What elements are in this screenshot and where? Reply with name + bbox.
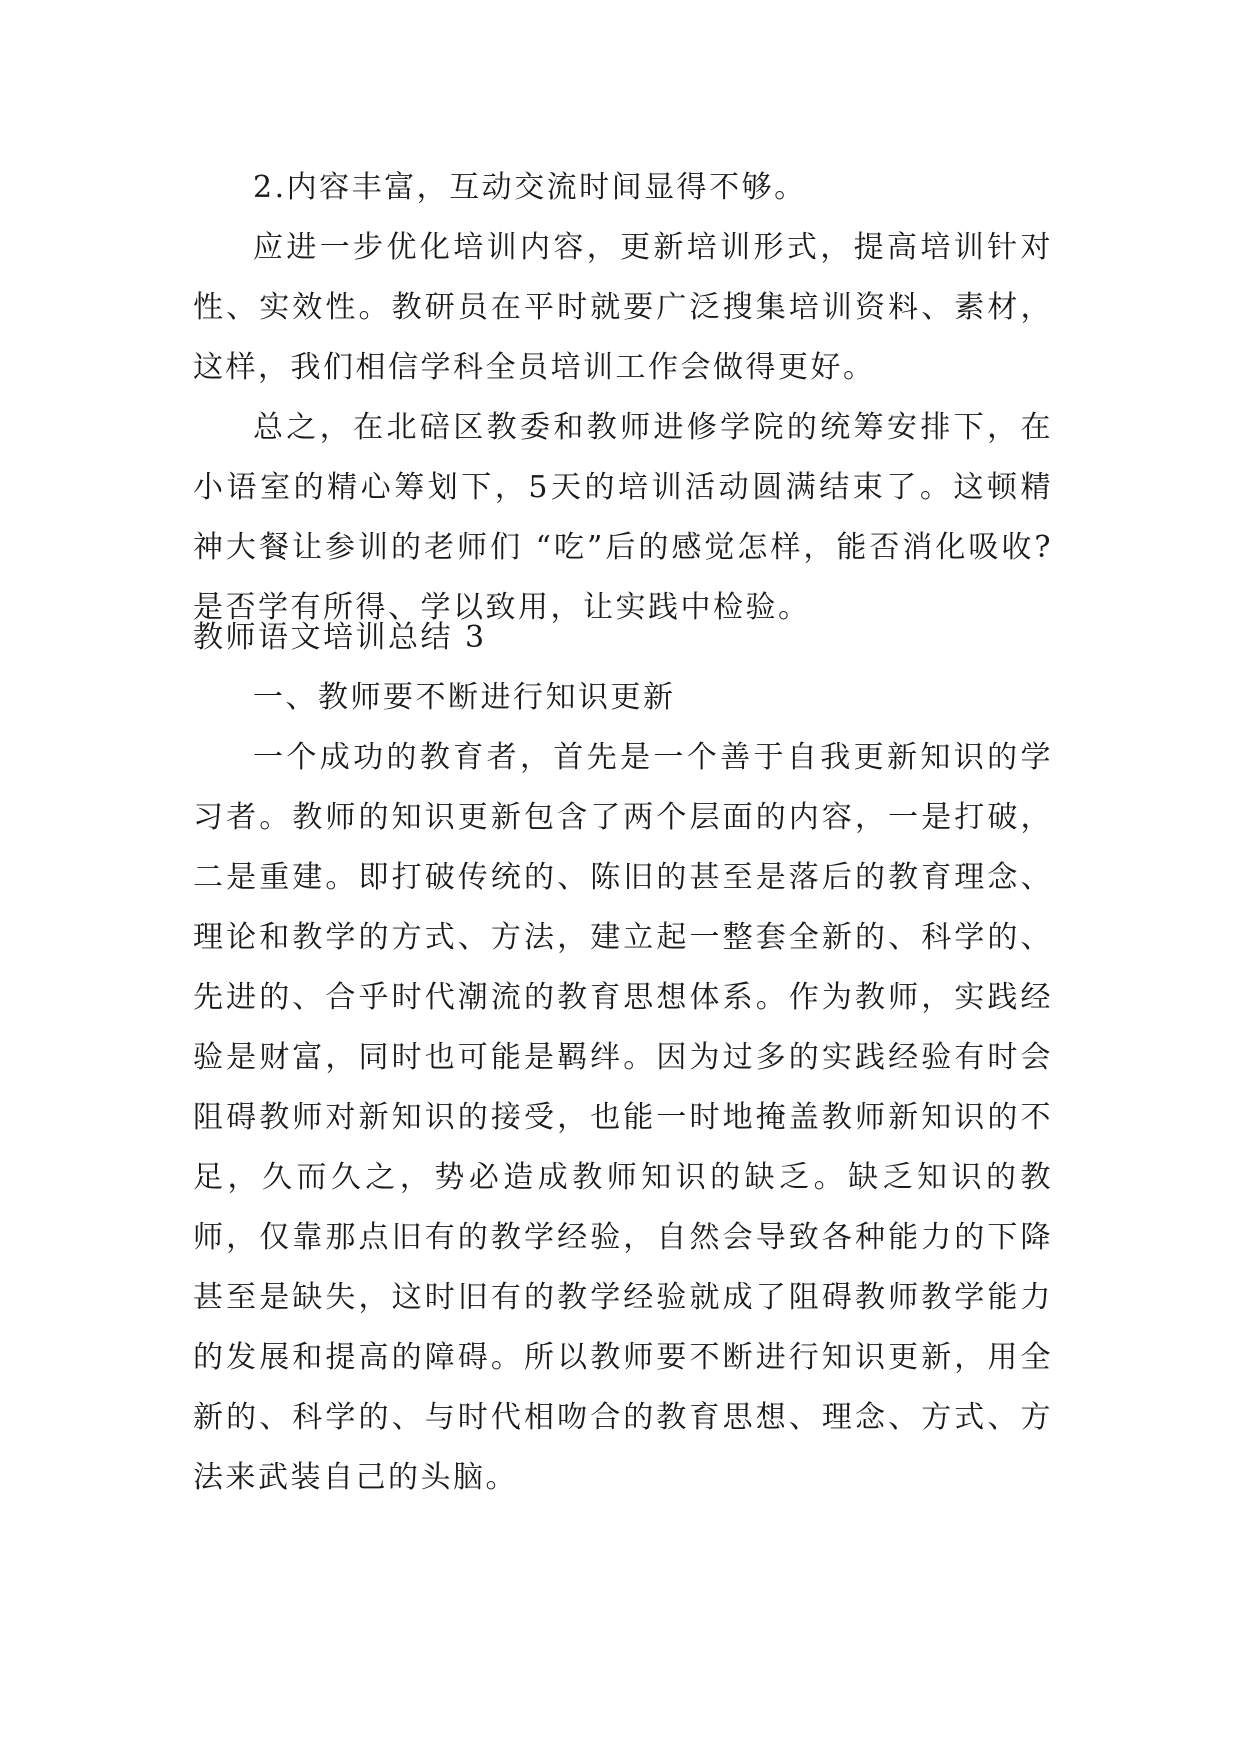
paragraph-knowledge-update: 一个成功的教育者，首先是一个善于自我更新知识的学习者。教师的知识更新包含了两个层面的内容，一是打破，二是重建。即打破传统的、陈旧的甚至是落后的教育理念、理论和教学的方式、方法，建立起一整套全新的、科学的、先进的、合乎时代潮流的教育思想体系。作为教师，实践经验是财富，同时也可能是羁绊。因为过多的实践经验有时会阻碍教师对新知识的接受，也能一时地掩盖教师新知识的不足，久而久之，势必造成教师知识的缺乏。缺乏知识的教师，仅靠那点旧有的教学经验，自然会导致各种能力的下降甚至是缺失，这时旧有的教学经验就成了阻碍教师教学能力的发展和提高的障碍。所以教师要不断进行知识更新，用全新的、科学的、与时代相吻合的教育思想、理念、方式、方法来武装自己的头脑。 <box>193 740 1053 1495</box>
paragraph-conclusion: 总之，在北碚区教委和教师进修学院的统筹安排下，在小语室的精心筹划下，5天的培训活动圆满结束了。这顿精神大餐让参训的老师们 “吃”后的感觉怎样，能否消化吸收?是否学有所得、学以致用，让实践中检验。 <box>193 410 1053 625</box>
paragraph-optimize-training: 应进一步优化培训内容，更新培训形式，提高培训针对性、实效性。教研员在平时就要广泛搜集培训资料、素材，这样，我们相信学科全员培训工作会做得更好。 <box>193 230 1053 385</box>
section-body <box>193 668 1053 1508</box>
section-title: 教师语文培训总结 3 <box>193 620 487 655</box>
paragraph-item-2: 2.内容丰富，互动交流时间显得不够。 <box>253 170 807 205</box>
top-paragraphs <box>193 158 1053 638</box>
subheading-knowledge-update: 一、教师要不断进行知识更新 <box>253 680 676 715</box>
